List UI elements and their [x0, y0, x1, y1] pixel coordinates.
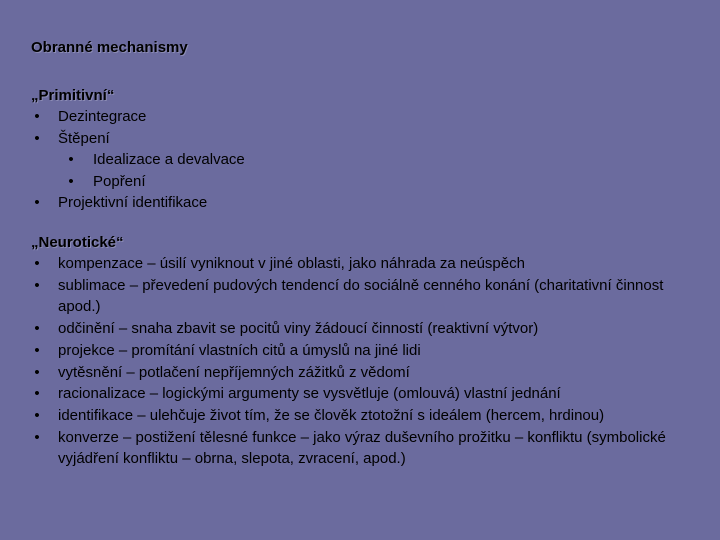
list-item-text: Idealizace a devalvace [93, 151, 245, 168]
bullet-list [31, 106, 698, 214]
section-heading: „Primitivní“ [31, 87, 115, 104]
bullet-icon: • [34, 341, 40, 359]
list-item-text: konverze – postižení tělesné funkce – jako výraz duševního prožitku – konfliktu (symbolické vyjádření konfliktu – obrna, slepota, zvracení, apod.) [58, 428, 666, 468]
list-item-text: Dezintegrace [58, 108, 147, 125]
bullet-icon: • [34, 363, 40, 381]
list-item [31, 362, 698, 384]
bullet-icon: • [68, 151, 74, 168]
list-item [31, 405, 698, 427]
bullet-icon: • [34, 276, 40, 294]
list-item [31, 275, 698, 318]
list-item-text: Projektivní identifikace [58, 194, 208, 211]
bullet-icon: • [34, 194, 40, 211]
bullet-icon: • [34, 385, 40, 403]
section-primitive [31, 85, 698, 214]
bullet-icon: • [34, 129, 40, 147]
list-item [31, 106, 698, 128]
list-item-text: racionalizace – logickými argumenty se vysvětluje (omlouvá) vlastní jednání [58, 385, 561, 403]
section-heading: „Neurotické“ [31, 234, 124, 251]
list-item [31, 318, 698, 340]
list-item [31, 128, 698, 150]
list-item [31, 383, 698, 405]
list-item [31, 253, 698, 275]
list-item-text: sublimace – převedení pudových tendencí do sociálně cenného konání (charitativní činnost apod.) [58, 276, 664, 316]
list-item [31, 427, 698, 470]
bullet-icon: • [68, 172, 74, 190]
list-item [31, 340, 698, 362]
list-item-text: vytěsnění – potlačení nepříjemných zážitků z vědomí [58, 363, 410, 381]
list-subitem [31, 149, 693, 171]
list-item-text: kompenzace – úsilí vyniknout v jiné oblasti, jako náhrada za neúspěch [58, 255, 525, 272]
bullet-icon: • [34, 406, 40, 424]
bullet-icon: • [34, 320, 40, 338]
list-item-text: Popření [93, 172, 146, 190]
list-item-text: identifikace – ulehčuje život tím, že se člověk ztotožní s ideálem (hercem, hrdinou) [58, 406, 605, 424]
bullet-list [31, 253, 698, 470]
bullet-icon: • [34, 428, 40, 446]
list-item-text: projekce – promítání vlastních citů a úmyslů na jiné lidi [58, 341, 421, 359]
bullet-icon: • [34, 108, 40, 125]
bullet-icon: • [34, 255, 40, 272]
section-neurotic [31, 232, 698, 470]
list-item-text: Štěpení [58, 129, 110, 147]
list-item-text: odčinění – snaha zbavit se pocitů viny žádoucí činností (reaktivní výtvor) [58, 320, 539, 338]
list-subitem [31, 171, 693, 193]
slide-title: Obranné mechanismy [31, 39, 188, 56]
list-item [31, 192, 698, 214]
